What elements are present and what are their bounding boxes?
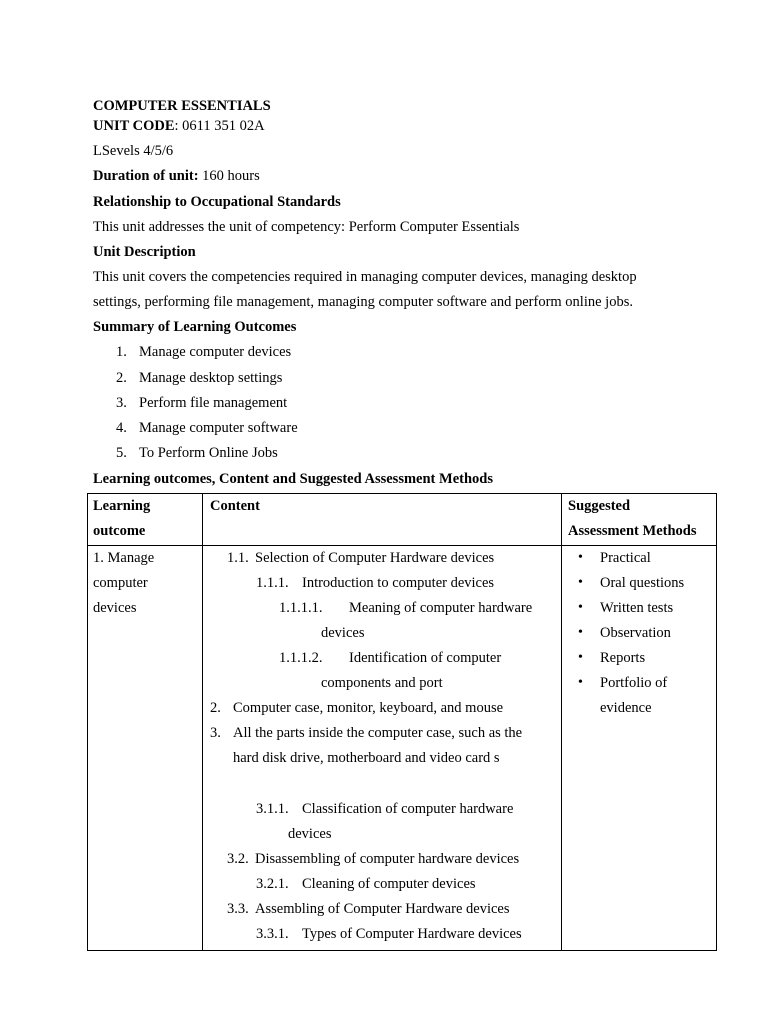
table-heading: Learning outcomes, Content and Suggested Assessment Methods bbox=[93, 471, 493, 487]
assessment-item: Practical bbox=[600, 550, 651, 566]
content-line: devices bbox=[321, 625, 365, 641]
list-item-number: 4. bbox=[116, 420, 127, 436]
header-assessment-line-2: Assessment Methods bbox=[568, 523, 697, 539]
unit-code: UNIT CODE: 0611 351 02A bbox=[93, 118, 265, 134]
levels: LSevels 4/5/6 bbox=[93, 143, 174, 159]
relationship-text: This unit addresses the unit of competency: Perform Computer Essentials bbox=[93, 219, 520, 235]
assessment-item: Portfolio of bbox=[600, 675, 668, 691]
assessment-item: Written tests bbox=[600, 600, 674, 616]
unit-title: COMPUTER ESSENTIALS bbox=[93, 98, 271, 114]
content-line: Introduction to computer devices bbox=[302, 575, 495, 591]
header-cell-content bbox=[203, 494, 562, 546]
bullet-icon: • bbox=[578, 600, 583, 615]
list-item: Manage computer software bbox=[139, 420, 298, 436]
list-item: Perform file management bbox=[139, 395, 288, 411]
content-number: 3.1.1. bbox=[256, 801, 289, 817]
assessment-item: evidence bbox=[600, 700, 652, 716]
bullet-icon: • bbox=[578, 650, 583, 665]
content-line: Identification of computer bbox=[349, 650, 502, 666]
bullet-icon: • bbox=[578, 675, 583, 690]
content-line: Types of Computer Hardware devices bbox=[302, 926, 522, 942]
outcome-line: computer bbox=[93, 575, 148, 591]
content-number: 1.1. bbox=[227, 550, 249, 566]
summary-heading: Summary of Learning Outcomes bbox=[93, 319, 297, 335]
content-line: Classification of computer hardware bbox=[302, 801, 514, 817]
list-item: Manage desktop settings bbox=[139, 370, 283, 386]
description-line-2: settings, performing file management, managing computer software and perform online jobs. bbox=[93, 294, 633, 310]
outcome-cell bbox=[88, 546, 203, 951]
list-item-number: 3. bbox=[116, 395, 127, 411]
content-line: Meaning of computer hardware bbox=[349, 600, 533, 616]
header-content: Content bbox=[210, 498, 260, 514]
outcome-line: devices bbox=[93, 600, 137, 616]
content-line: hard disk drive, motherboard and video card s bbox=[233, 750, 500, 766]
content-number: 3.3.1. bbox=[256, 926, 289, 942]
table-header-row bbox=[88, 494, 717, 546]
content-line: Computer case, monitor, keyboard, and mouse bbox=[233, 700, 504, 716]
bullet-icon: • bbox=[578, 550, 583, 565]
list-item-number: 5. bbox=[116, 445, 127, 461]
header-assessment-line-1: Suggested bbox=[568, 498, 631, 514]
content-line: devices bbox=[288, 826, 332, 842]
header-cell-outcome bbox=[88, 494, 203, 546]
assessment-item: Reports bbox=[600, 650, 646, 666]
content-number: 2. bbox=[210, 700, 221, 716]
table-row bbox=[88, 546, 717, 951]
content-line: Selection of Computer Hardware devices bbox=[255, 550, 495, 566]
list-item: To Perform Online Jobs bbox=[139, 445, 278, 461]
list-item-number: 2. bbox=[116, 370, 127, 386]
content-line: Disassembling of computer hardware devices bbox=[255, 851, 520, 867]
content-number: 3.2. bbox=[227, 851, 249, 867]
content-number: 3. bbox=[210, 725, 221, 741]
content-line: components and port bbox=[321, 675, 443, 691]
duration: Duration of unit: 160 hours bbox=[93, 168, 260, 184]
assessment-item: Oral questions bbox=[600, 575, 685, 591]
outcome-line: 1. Manage bbox=[93, 550, 155, 566]
header-cell-assessment bbox=[562, 494, 717, 546]
description-line-1: This unit covers the competencies required in managing computer devices, managing desktop bbox=[93, 269, 637, 285]
bullet-icon: • bbox=[578, 575, 583, 590]
outcomes-table bbox=[87, 493, 717, 951]
assessment-item: Observation bbox=[600, 625, 671, 641]
bullet-icon: • bbox=[578, 625, 583, 640]
list-item-number: 1. bbox=[116, 344, 127, 360]
assessment-cell bbox=[562, 546, 717, 951]
content-number: 3.3. bbox=[227, 901, 249, 917]
content-cell bbox=[203, 546, 562, 951]
list-item: Manage computer devices bbox=[139, 344, 292, 360]
header-outcome-line-2: outcome bbox=[93, 523, 146, 539]
content-number: 3.2.1. bbox=[256, 876, 289, 892]
content-line: Cleaning of computer devices bbox=[302, 876, 476, 892]
content-number: 1.1.1.2. bbox=[279, 650, 323, 666]
relationship-heading: Relationship to Occupational Standards bbox=[93, 194, 341, 210]
description-heading: Unit Description bbox=[93, 244, 196, 260]
content-line: All the parts inside the computer case, such as the bbox=[233, 725, 523, 741]
header-outcome-line-1: Learning bbox=[93, 498, 151, 514]
content-number: 1.1.1. bbox=[256, 575, 289, 591]
content-number: 1.1.1.1. bbox=[279, 600, 323, 616]
content-line: Assembling of Computer Hardware devices bbox=[255, 901, 510, 917]
